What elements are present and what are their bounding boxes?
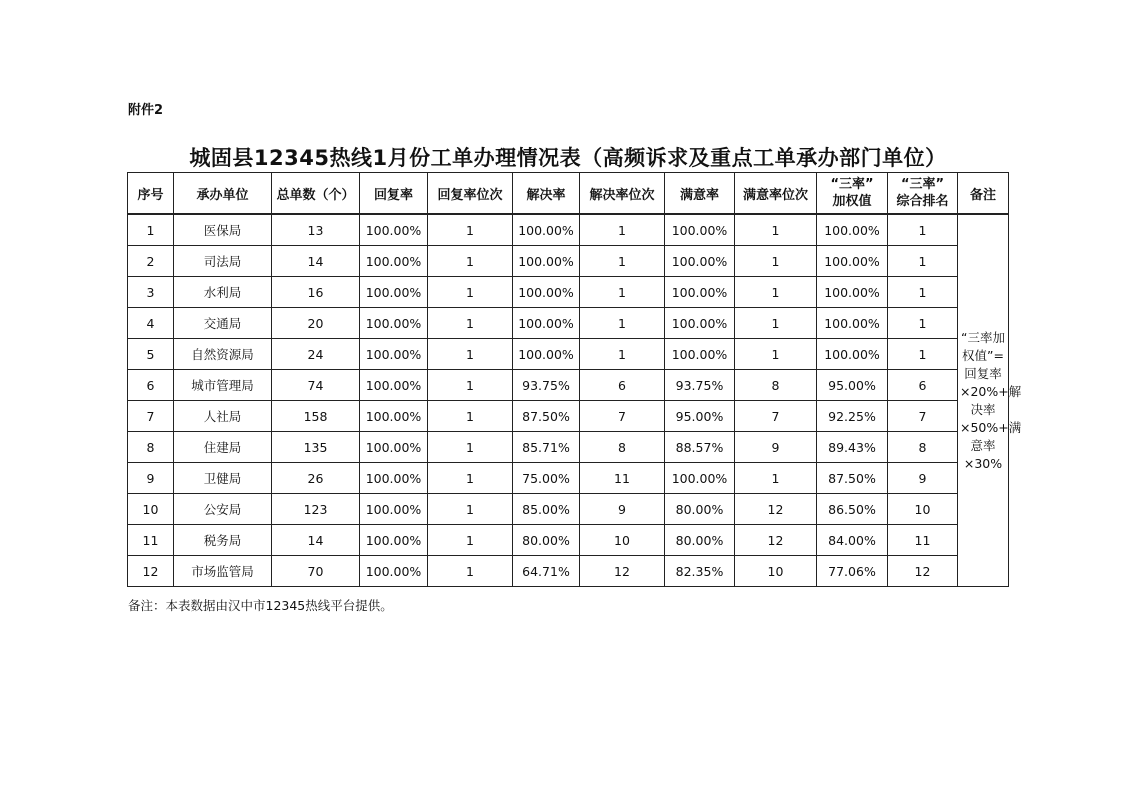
cell-weighted-value: 100.00% — [817, 214, 888, 246]
cell-satisfaction-rate: 95.00% — [665, 401, 735, 432]
cell-reply-rate: 100.00% — [360, 214, 428, 246]
cell-weighted-value: 89.43% — [817, 432, 888, 463]
cell-resolve-rank: 1 — [580, 214, 665, 246]
header-weighted-line1: “三率” — [830, 177, 874, 192]
cell-resolve-rank: 9 — [580, 494, 665, 525]
cell-resolve-rate: 85.71% — [513, 432, 580, 463]
remark-note: “三率加权值”=回复率×20%+解决率×50%+满意率×30% — [958, 214, 1009, 587]
header-weighted-value — [817, 173, 888, 215]
header-satisfaction-rate: 满意率 — [665, 173, 735, 215]
table-row — [128, 308, 1009, 339]
cell-overall-rank: 7 — [888, 401, 958, 432]
cell-reply-rate: 100.00% — [360, 339, 428, 370]
table-row — [128, 214, 1009, 246]
header-unit: 承办单位 — [174, 173, 272, 215]
cell-reply-rate: 100.00% — [360, 370, 428, 401]
table-body — [128, 214, 1022, 587]
cell-reply-rank: 1 — [428, 432, 513, 463]
cell-index: 9 — [128, 463, 174, 494]
cell-satisfaction-rank: 1 — [735, 214, 817, 246]
cell-weighted-value: 92.25% — [817, 401, 888, 432]
cell-resolve-rank: 8 — [580, 432, 665, 463]
cell-resolve-rate: 80.00% — [513, 525, 580, 556]
cell-satisfaction-rate: 80.00% — [665, 494, 735, 525]
table-row — [128, 494, 1009, 525]
cell-resolve-rate: 75.00% — [513, 463, 580, 494]
cell-resolve-rate: 87.50% — [513, 401, 580, 432]
cell-satisfaction-rank: 1 — [735, 308, 817, 339]
table-row — [128, 246, 1009, 277]
cell-satisfaction-rank: 1 — [735, 246, 817, 277]
cell-resolve-rank: 12 — [580, 556, 665, 587]
attachment-label: 附件2 — [128, 103, 164, 118]
cell-reply-rate: 100.00% — [360, 525, 428, 556]
cell-overall-rank: 12 — [888, 556, 958, 587]
cell-index: 3 — [128, 277, 174, 308]
cell-overall-rank: 9 — [888, 463, 958, 494]
cell-resolve-rank: 10 — [580, 525, 665, 556]
table-row — [128, 401, 1009, 432]
cell-reply-rate: 100.00% — [360, 246, 428, 277]
cell-satisfaction-rate: 93.75% — [665, 370, 735, 401]
cell-satisfaction-rate: 100.00% — [665, 463, 735, 494]
cell-weighted-value: 77.06% — [817, 556, 888, 587]
cell-satisfaction-rank: 7 — [735, 401, 817, 432]
cell-reply-rank: 1 — [428, 463, 513, 494]
cell-reply-rank: 1 — [428, 556, 513, 587]
cell-unit: 住建局 — [174, 432, 272, 463]
cell-reply-rank: 1 — [428, 401, 513, 432]
cell-overall-rank: 8 — [888, 432, 958, 463]
cell-satisfaction-rate: 82.35% — [665, 556, 735, 587]
cell-resolve-rate: 100.00% — [513, 214, 580, 246]
header-overall-rank — [888, 173, 958, 215]
cell-resolve-rate: 85.00% — [513, 494, 580, 525]
cell-total: 26 — [272, 463, 360, 494]
cell-index: 2 — [128, 246, 174, 277]
cell-weighted-value: 100.00% — [817, 308, 888, 339]
cell-unit: 市场监管局 — [174, 556, 272, 587]
cell-overall-rank: 6 — [888, 370, 958, 401]
cell-weighted-value: 87.50% — [817, 463, 888, 494]
cell-reply-rank: 1 — [428, 525, 513, 556]
cell-overall-rank: 1 — [888, 277, 958, 308]
header-reply-rank: 回复率位次 — [428, 173, 513, 215]
footnote: 备注：本表数据由汉中市12345热线平台提供。 — [128, 598, 393, 613]
header-total: 总单数（个） — [272, 173, 360, 215]
header-index: 序号 — [128, 173, 174, 215]
cell-resolve-rate: 100.00% — [513, 246, 580, 277]
cell-resolve-rank: 1 — [580, 246, 665, 277]
cell-total: 13 — [272, 214, 360, 246]
cell-unit: 医保局 — [174, 214, 272, 246]
header-reply-rate: 回复率 — [360, 173, 428, 215]
cell-index: 12 — [128, 556, 174, 587]
header-resolve-rank: 解决率位次 — [580, 173, 665, 215]
cell-total: 70 — [272, 556, 360, 587]
cell-unit: 城市管理局 — [174, 370, 272, 401]
cell-unit: 税务局 — [174, 525, 272, 556]
cell-index: 6 — [128, 370, 174, 401]
cell-reply-rate: 100.00% — [360, 308, 428, 339]
work-order-table — [127, 172, 1022, 587]
cell-index: 8 — [128, 432, 174, 463]
cell-reply-rank: 1 — [428, 370, 513, 401]
cell-reply-rate: 100.00% — [360, 556, 428, 587]
cell-resolve-rank: 7 — [580, 401, 665, 432]
cell-index: 1 — [128, 214, 174, 246]
cell-total: 24 — [272, 339, 360, 370]
cell-satisfaction-rank: 1 — [735, 339, 817, 370]
cell-satisfaction-rate: 100.00% — [665, 246, 735, 277]
cell-reply-rate: 100.00% — [360, 494, 428, 525]
cell-reply-rank: 1 — [428, 246, 513, 277]
header-weighted-line2: 加权值 — [832, 194, 872, 209]
cell-overall-rank: 10 — [888, 494, 958, 525]
cell-total: 14 — [272, 525, 360, 556]
header-overall-line2: 综合排名 — [896, 194, 949, 209]
cell-satisfaction-rank: 10 — [735, 556, 817, 587]
cell-unit: 自然资源局 — [174, 339, 272, 370]
cell-overall-rank: 1 — [888, 214, 958, 246]
cell-reply-rank: 1 — [428, 308, 513, 339]
cell-overall-rank: 11 — [888, 525, 958, 556]
cell-weighted-value: 100.00% — [817, 339, 888, 370]
cell-satisfaction-rate: 88.57% — [665, 432, 735, 463]
table-row — [128, 525, 1009, 556]
cell-unit: 人社局 — [174, 401, 272, 432]
cell-reply-rate: 100.00% — [360, 401, 428, 432]
cell-reply-rate: 100.00% — [360, 277, 428, 308]
cell-satisfaction-rate: 100.00% — [665, 339, 735, 370]
cell-overall-rank: 1 — [888, 308, 958, 339]
cell-reply-rank: 1 — [428, 494, 513, 525]
cell-satisfaction-rate: 80.00% — [665, 525, 735, 556]
header-resolve-rate: 解决率 — [513, 173, 580, 215]
cell-unit: 司法局 — [174, 246, 272, 277]
cell-index: 7 — [128, 401, 174, 432]
cell-total: 123 — [272, 494, 360, 525]
cell-total: 135 — [272, 432, 360, 463]
cell-unit: 卫健局 — [174, 463, 272, 494]
cell-satisfaction-rate: 100.00% — [665, 277, 735, 308]
header-remark: 备注 — [958, 173, 1009, 215]
cell-resolve-rank: 1 — [580, 339, 665, 370]
table-row — [128, 463, 1009, 494]
cell-reply-rank: 1 — [428, 339, 513, 370]
header-satisfaction-rank: 满意率位次 — [735, 173, 817, 215]
cell-weighted-value: 100.00% — [817, 246, 888, 277]
cell-resolve-rank: 11 — [580, 463, 665, 494]
cell-unit: 水利局 — [174, 277, 272, 308]
cell-unit: 公安局 — [174, 494, 272, 525]
cell-overall-rank: 1 — [888, 339, 958, 370]
cell-resolve-rate: 100.00% — [513, 339, 580, 370]
cell-weighted-value: 86.50% — [817, 494, 888, 525]
document-title: 城固县12345热线1月份工单办理情况表（高频诉求及重点工单承办部门单位） — [189, 146, 947, 170]
cell-total: 158 — [272, 401, 360, 432]
cell-satisfaction-rank: 12 — [735, 525, 817, 556]
cell-index: 5 — [128, 339, 174, 370]
cell-total: 74 — [272, 370, 360, 401]
cell-overall-rank: 1 — [888, 246, 958, 277]
cell-total: 20 — [272, 308, 360, 339]
cell-index: 10 — [128, 494, 174, 525]
cell-satisfaction-rank: 8 — [735, 370, 817, 401]
cell-satisfaction-rank: 1 — [735, 463, 817, 494]
cell-total: 16 — [272, 277, 360, 308]
cell-unit: 交通局 — [174, 308, 272, 339]
table-row — [128, 339, 1009, 370]
cell-satisfaction-rate: 100.00% — [665, 214, 735, 246]
table-row — [128, 370, 1009, 401]
cell-resolve-rate: 64.71% — [513, 556, 580, 587]
table-row — [128, 556, 1009, 587]
cell-satisfaction-rank: 12 — [735, 494, 817, 525]
table-row — [128, 432, 1009, 463]
cell-satisfaction-rate: 100.00% — [665, 308, 735, 339]
cell-resolve-rate: 100.00% — [513, 277, 580, 308]
cell-satisfaction-rank: 9 — [735, 432, 817, 463]
cell-resolve-rate: 100.00% — [513, 308, 580, 339]
cell-reply-rate: 100.00% — [360, 463, 428, 494]
cell-weighted-value: 100.00% — [817, 277, 888, 308]
cell-index: 11 — [128, 525, 174, 556]
table-row — [128, 277, 1009, 308]
cell-weighted-value: 84.00% — [817, 525, 888, 556]
cell-satisfaction-rank: 1 — [735, 277, 817, 308]
cell-resolve-rank: 1 — [580, 308, 665, 339]
cell-resolve-rate: 93.75% — [513, 370, 580, 401]
cell-weighted-value: 95.00% — [817, 370, 888, 401]
cell-reply-rate: 100.00% — [360, 432, 428, 463]
cell-resolve-rank: 6 — [580, 370, 665, 401]
header-overall-line1: “三率” — [900, 177, 945, 192]
cell-total: 14 — [272, 246, 360, 277]
cell-index: 4 — [128, 308, 174, 339]
cell-reply-rank: 1 — [428, 214, 513, 246]
table-header-row — [128, 173, 1009, 215]
cell-reply-rank: 1 — [428, 277, 513, 308]
cell-resolve-rank: 1 — [580, 277, 665, 308]
